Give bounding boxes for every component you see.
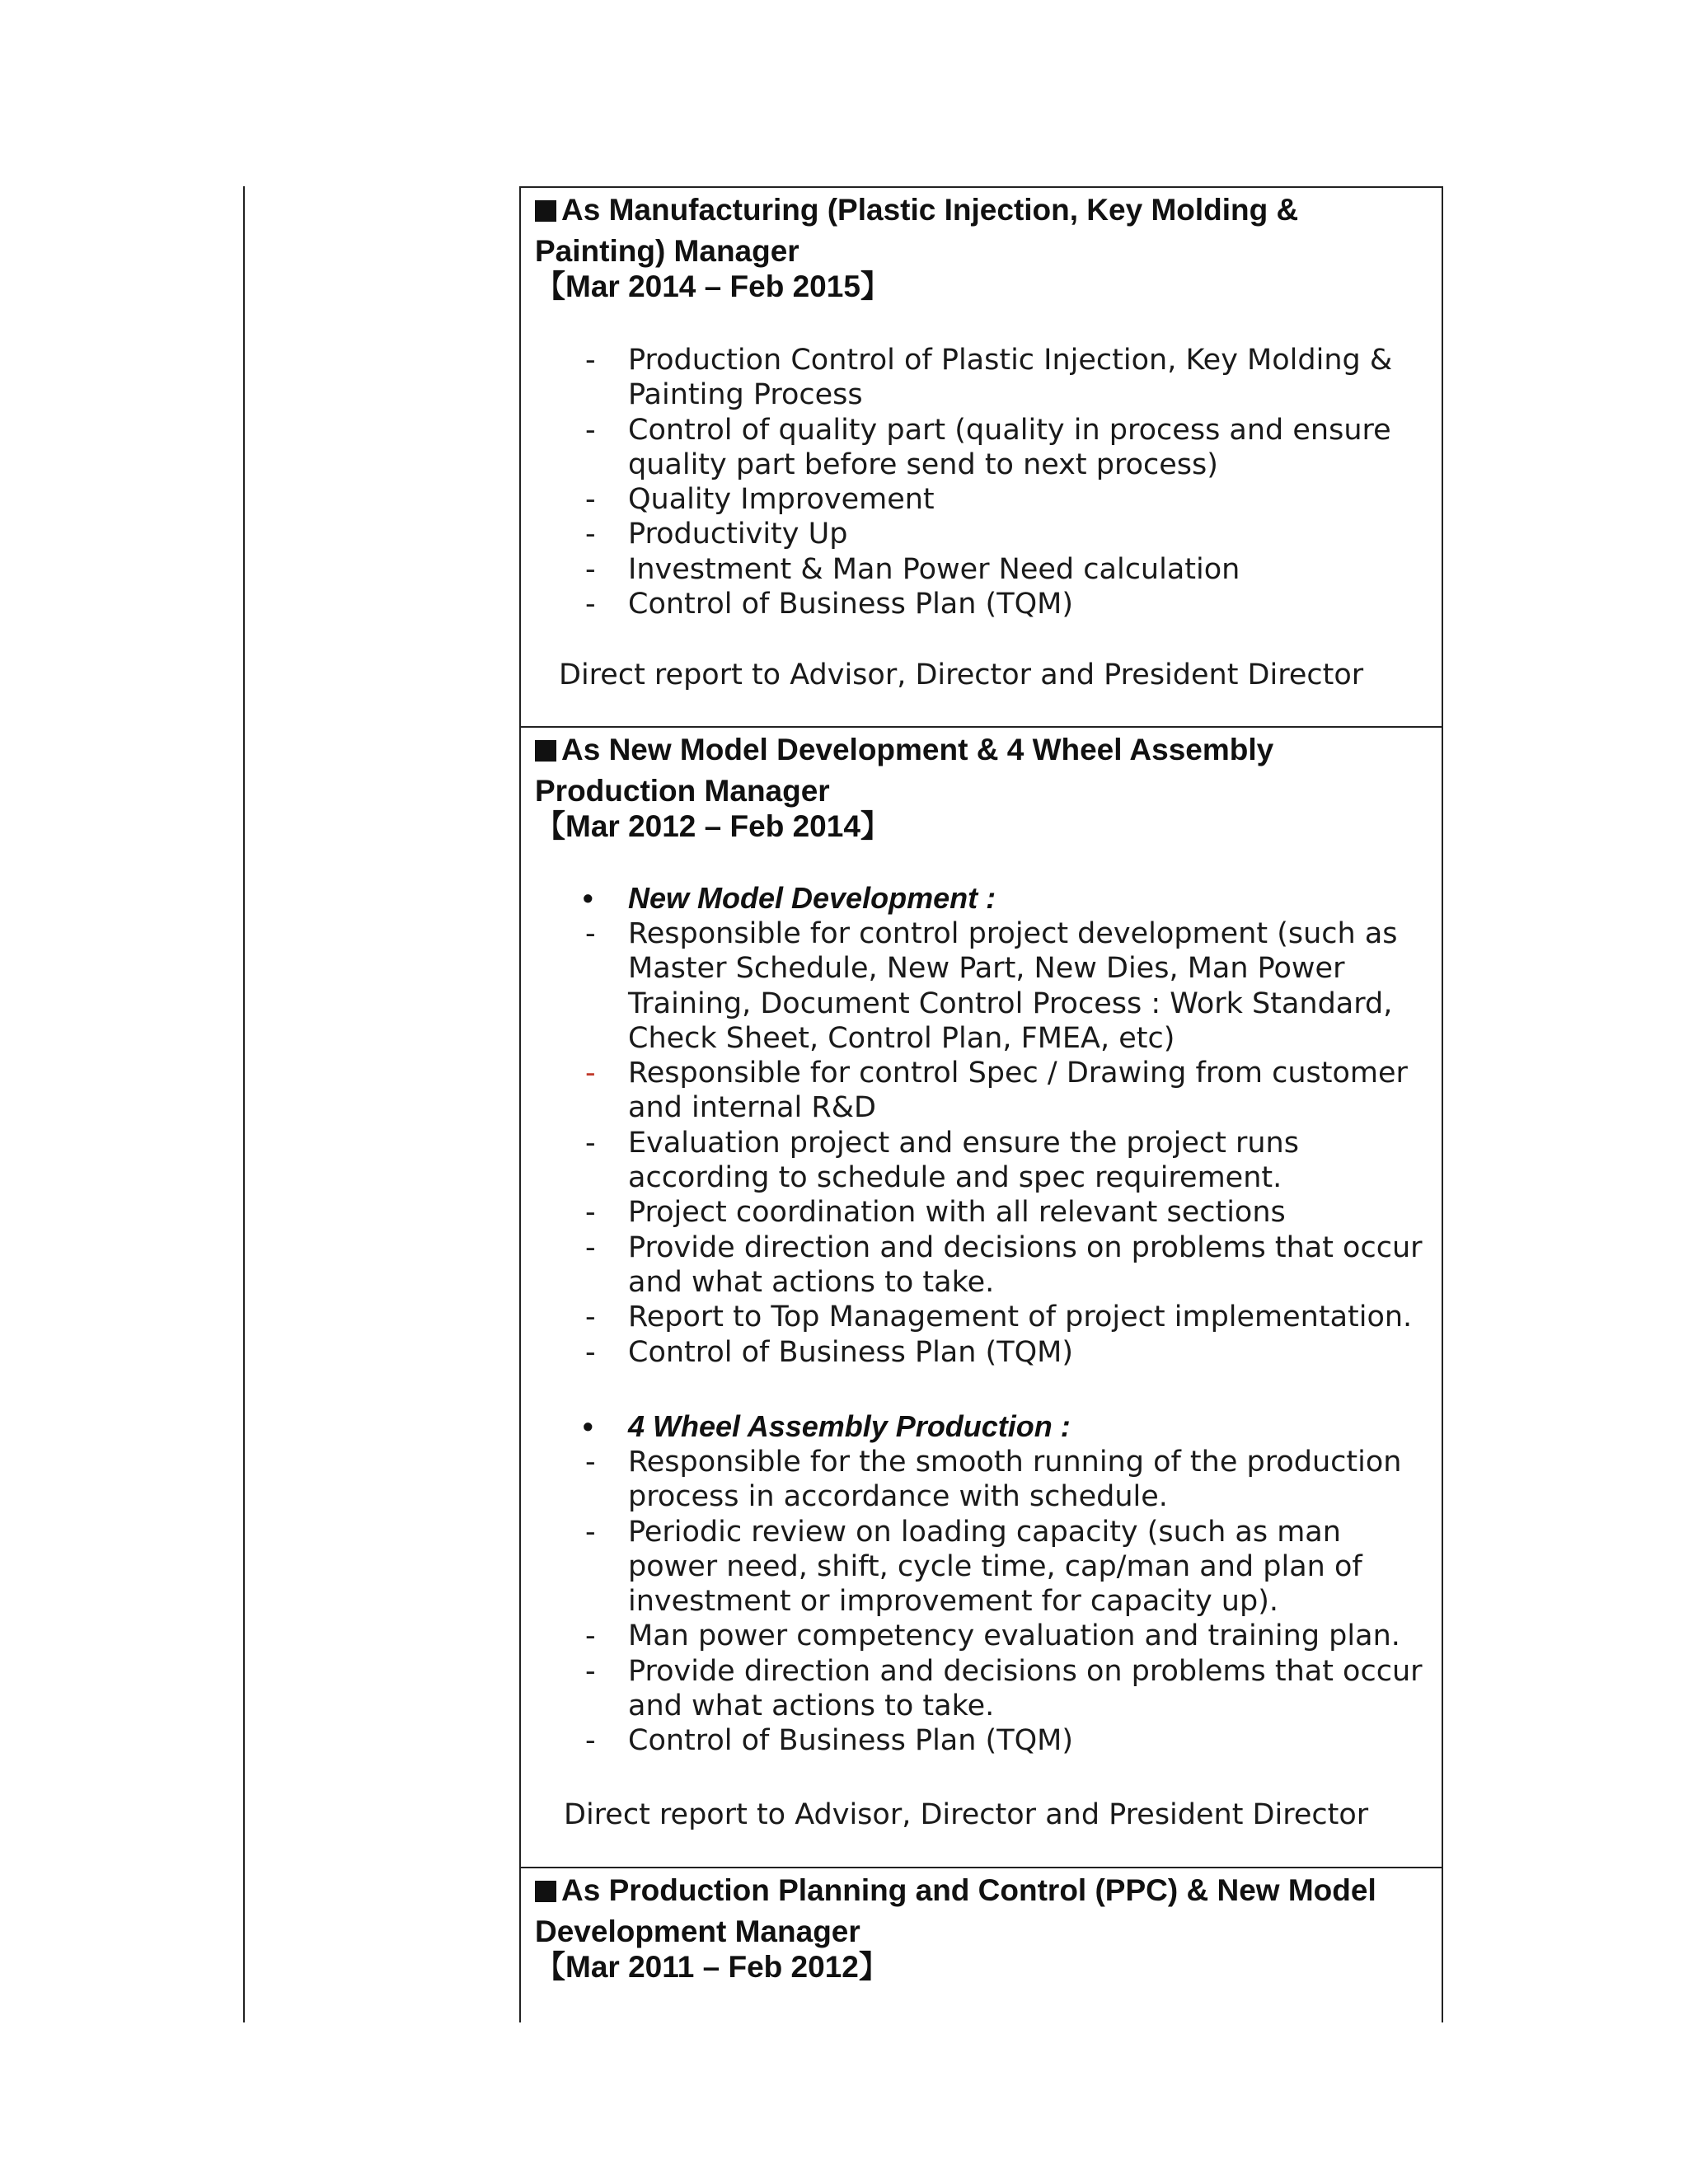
- section-title-text: As Manufacturing (Plastic Injection, Key Molding & Painting) Manager: [535, 193, 1299, 268]
- dash-icon: -: [585, 483, 596, 517]
- dash-icon: -: [585, 344, 596, 377]
- dash-icon: -: [585, 1654, 596, 1688]
- dash-icon: -: [585, 413, 596, 447]
- list-item-text: Quality Improvement: [628, 483, 935, 517]
- list-item: [521, 587, 1428, 621]
- list-item: [521, 1335, 1428, 1370]
- list-item-text: Man power competency evaluation and training plan.: [628, 1619, 1400, 1653]
- list-item: [521, 517, 1428, 551]
- list-item: [521, 1723, 1428, 1758]
- group-heading-text: 4 Wheel Assembly Production :: [628, 1409, 1071, 1443]
- list-item: [521, 1126, 1428, 1196]
- section-period: 【Mar 2011 – Feb 2012】: [535, 1950, 889, 1984]
- dash-icon: -: [585, 1724, 596, 1758]
- list-item-text: Project coordination with all relevant sections: [628, 1196, 1286, 1230]
- dash-icon: -: [585, 588, 596, 621]
- dash-icon: -: [585, 1057, 596, 1090]
- dash-icon: -: [585, 1230, 596, 1264]
- experience-table: [519, 186, 1443, 2022]
- dash-icon: -: [585, 1446, 596, 1479]
- group-heading-text: New Model Development :: [628, 881, 996, 915]
- list-item: [521, 916, 1428, 1056]
- list-item: [521, 1515, 1428, 1619]
- dash-icon: -: [585, 1301, 596, 1334]
- dash-icon: -: [585, 1126, 596, 1160]
- bullet-icon: •: [583, 1409, 593, 1443]
- list-item-text: Provide direction and decisions on problems that occur and what actions to take.: [628, 1654, 1423, 1723]
- dash-icon: -: [585, 552, 596, 586]
- list-item: [521, 1445, 1428, 1515]
- list-item: [521, 1056, 1428, 1126]
- responsibility-list: [521, 343, 1442, 621]
- dash-icon: -: [585, 518, 596, 551]
- list-item: [521, 1654, 1428, 1724]
- list-item-text: Control of Business Plan (TQM): [628, 588, 1073, 621]
- experience-section-1: [521, 188, 1442, 728]
- group-new-model-development: [521, 880, 1442, 1370]
- bullet-icon: •: [583, 881, 593, 915]
- group-heading: [521, 1408, 1442, 1445]
- list-item: [521, 343, 1428, 413]
- list-item-text: Evaluation project and ensure the project runs according to schedule and spec requirement.: [628, 1126, 1299, 1195]
- list-item-text: Report to Top Management of project implementation.: [628, 1301, 1413, 1334]
- list-item-text: Responsible for control project development (such as Master Schedule, New Part, New Dies, Man Power Training, Document Control Process : Work Standard, Check Sheet, Control Plan, FMEA, etc): [628, 917, 1398, 1055]
- section-title: [535, 190, 1425, 272]
- group-heading: [521, 880, 1442, 916]
- report-line: Direct report to Advisor, Director and President Director: [564, 1798, 1369, 1831]
- list-item: [521, 1300, 1428, 1334]
- dash-icon: -: [585, 1335, 596, 1369]
- list-item-text: Responsible for control Spec / Drawing from customer and internal R&D: [628, 1057, 1408, 1125]
- square-bullet-icon: [535, 200, 556, 222]
- list-item: [521, 1195, 1428, 1230]
- dash-icon: -: [585, 917, 596, 950]
- list-item: [521, 482, 1428, 517]
- square-bullet-icon: [535, 740, 556, 762]
- list-item-text: Control of quality part (quality in process and ensure quality part before send to next process): [628, 413, 1391, 481]
- report-line: Direct report to Advisor, Director and President Director: [559, 658, 1364, 691]
- dash-icon: -: [585, 1515, 596, 1549]
- list-item-text: Control of Business Plan (TQM): [628, 1335, 1073, 1369]
- left-column-rule: [243, 186, 245, 2022]
- section-title: [535, 729, 1425, 812]
- section-title-text: As New Model Development & 4 Wheel Assembly Production Manager: [535, 733, 1274, 808]
- list-item-text: Control of Business Plan (TQM): [628, 1724, 1073, 1758]
- experience-section-2: [521, 728, 1442, 1868]
- list-item-text: Production Control of Plastic Injection, Key Molding & Painting Process: [628, 344, 1393, 412]
- list-item: [521, 1619, 1428, 1653]
- group-4-wheel-assembly: [521, 1408, 1442, 1759]
- list-item-text: Investment & Man Power Need calculation: [628, 552, 1240, 586]
- list-item: [521, 1230, 1428, 1301]
- list-item: [521, 552, 1428, 587]
- section-period: 【Mar 2012 – Feb 2014】: [535, 809, 891, 843]
- section-title-text: As Production Planning and Control (PPC) & New Model Development Manager: [535, 1873, 1376, 1948]
- list-item-text: Periodic review on loading capacity (such as man power need, shift, cycle time, cap/man and plan of investment or improvement for capacity up).: [628, 1515, 1362, 1619]
- list-item: [521, 413, 1428, 483]
- dash-icon: -: [585, 1619, 596, 1653]
- experience-section-3: [521, 1868, 1442, 2024]
- list-item-text: Responsible for the smooth running of the production process in accordance with schedule.: [628, 1446, 1402, 1514]
- list-item-text: Provide direction and decisions on problems that occur and what actions to take.: [628, 1230, 1423, 1299]
- dash-icon: -: [585, 1196, 596, 1230]
- section-period: 【Mar 2014 – Feb 2015】: [535, 269, 891, 303]
- square-bullet-icon: [535, 1881, 556, 1902]
- section-title: [535, 1870, 1425, 1952]
- list-item-text: Productivity Up: [628, 518, 848, 551]
